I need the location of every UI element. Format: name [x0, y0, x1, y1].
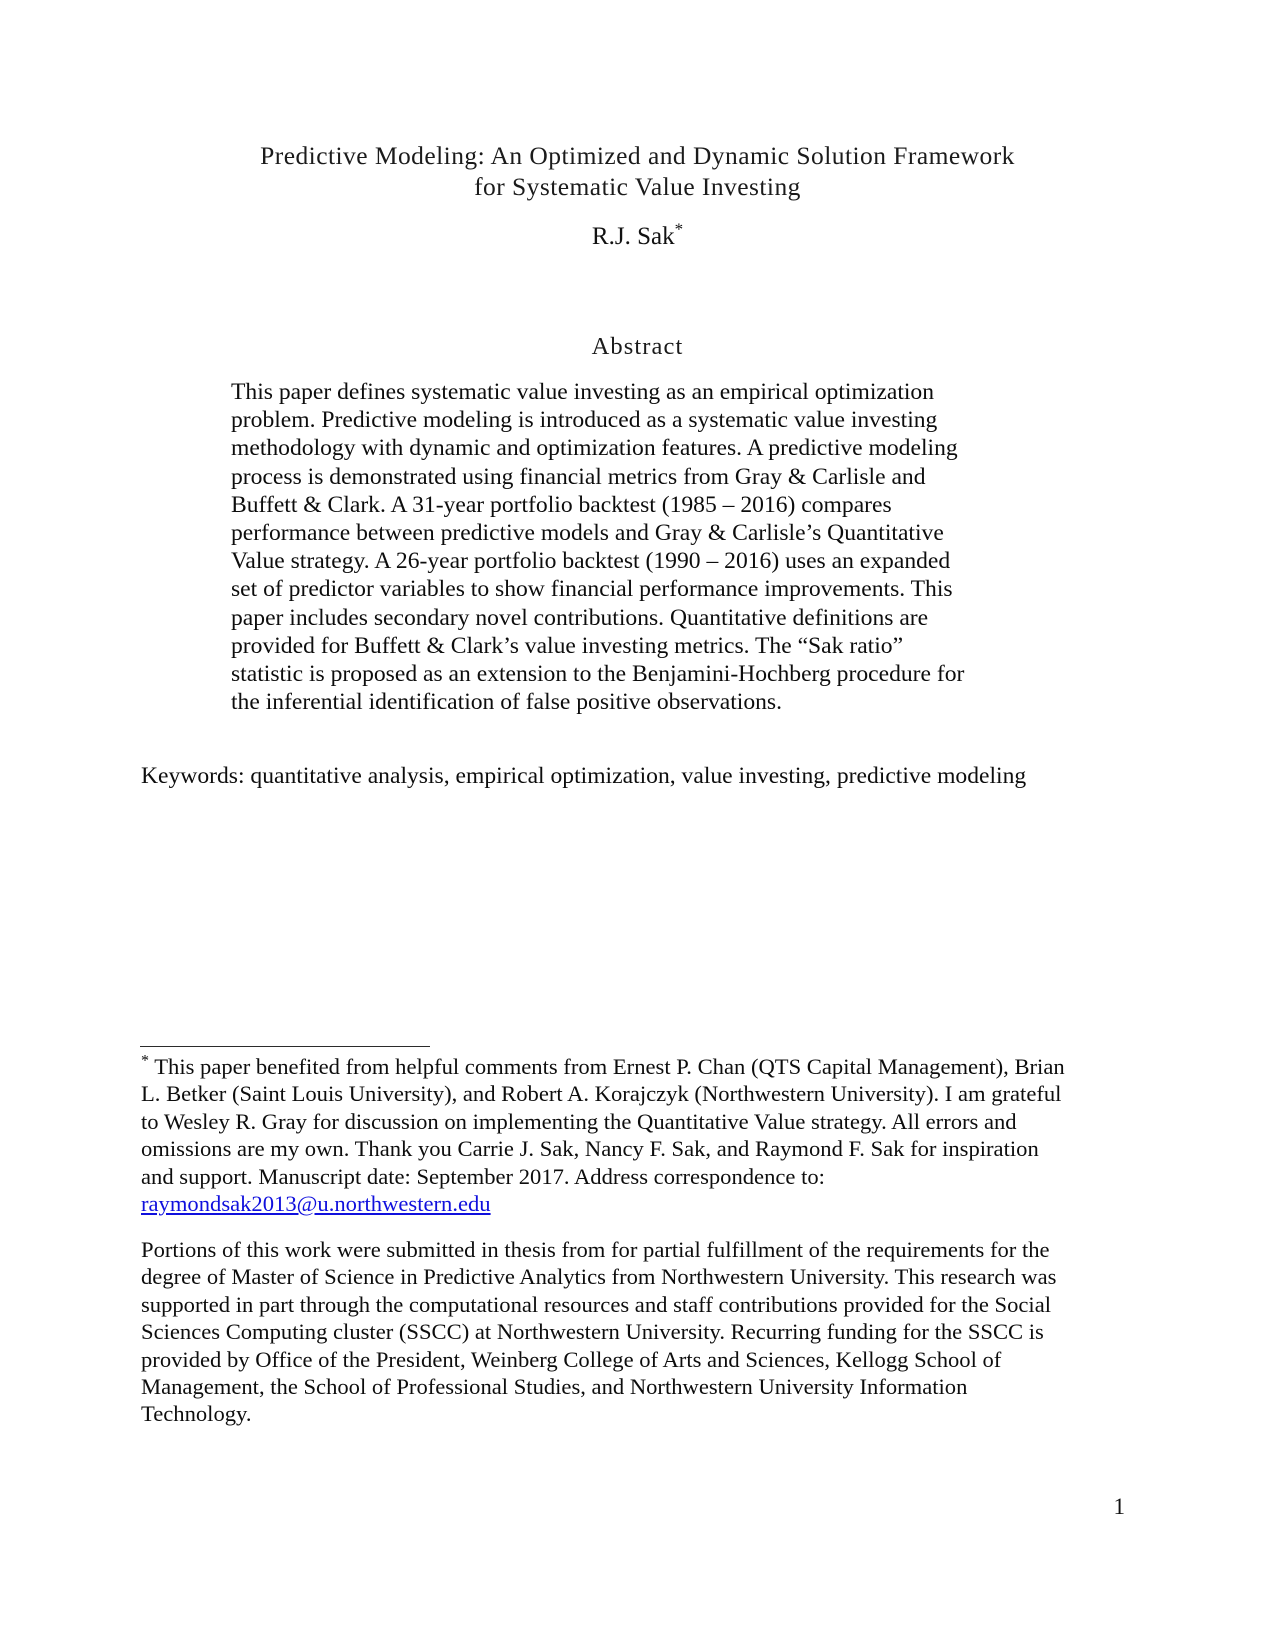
footnote-acknowledgements [141, 1053, 1069, 1217]
footnote-marker: * [141, 1052, 149, 1070]
author-footnote-marker[interactable]: * [674, 219, 684, 239]
footnote-thesis-acknowledgement: Portions of this work were submitted in thesis from for partial fulfillment of the requirements for the degree of Master of Science in Predictive Analytics from Northwestern University. This research was supported in part through the computational resources and staff contributions provided for the Social Sciences Computing cluster (SSCC) at Northwestern University. Recurring funding for the SSCC is provided by Office of the President, Weinberg College of Arts and Sciences, Kellogg School of Management, the School of Professional Studies, and Northwestern University Information Technology. [141, 1237, 1057, 1427]
abstract-heading: Abstract [591, 333, 684, 360]
keywords-line: Keywords: quantitative analysis, empirical optimization, value investing, predictive modeling [141, 763, 1027, 789]
footnote-separator-rule [140, 1046, 430, 1047]
author-name-text: R.J. Sak [591, 223, 675, 250]
paper-title [0, 140, 1275, 202]
author-name [0, 219, 1275, 252]
title-line-2: for Systematic Value Investing [474, 172, 801, 201]
page-number: 1 [1113, 1494, 1125, 1519]
email-link[interactable]: raymondsak2013@u.northwestern.edu [141, 1191, 491, 1217]
footnote-text: This paper benefited from helpful comments from Ernest P. Chan (QTS Capital Management), Brian L. Betker (Saint Louis University), and Robert A. Korajczyk (Northwestern University). I am grateful to Wesley R. Gray for discussion on implementing the Quantitative Value strategy. All errors and omissions are my own. Thank you Carrie J. Sak, Nancy F. Sak, and Raymond F. Sak for inspiration and support. Manuscript date: September 2017. Address correspondence to: [141, 1054, 1065, 1189]
title-line-1: Predictive Modeling: An Optimized and Dynamic Solution Framework [260, 141, 1015, 170]
abstract-body: This paper defines systematic value investing as an empirical optimization problem. Predictive modeling is introduced as a systematic value investing methodology with dynamic and optimization features. A predictive modeling process is demonstrated using financial metrics from Gray & Carlisle and Buffett & Clark. A 31-year portfolio backtest (1985 – 2016) compares performance between predictive models and Gray & Carlisle’s Quantitative Value strategy. A 26-year portfolio backtest (1990 – 2016) uses an expanded set of predictor variables to show financial performance improvements. This paper includes secondary novel contributions. Quantitative definitions are provided for Buffett & Clark’s value investing metrics. The “Sak ratio” statistic is proposed as an extension to the Benjamini-Hochberg procedure for the inferential identification of false positive observations. [231, 379, 965, 716]
author-block [0, 219, 1275, 252]
